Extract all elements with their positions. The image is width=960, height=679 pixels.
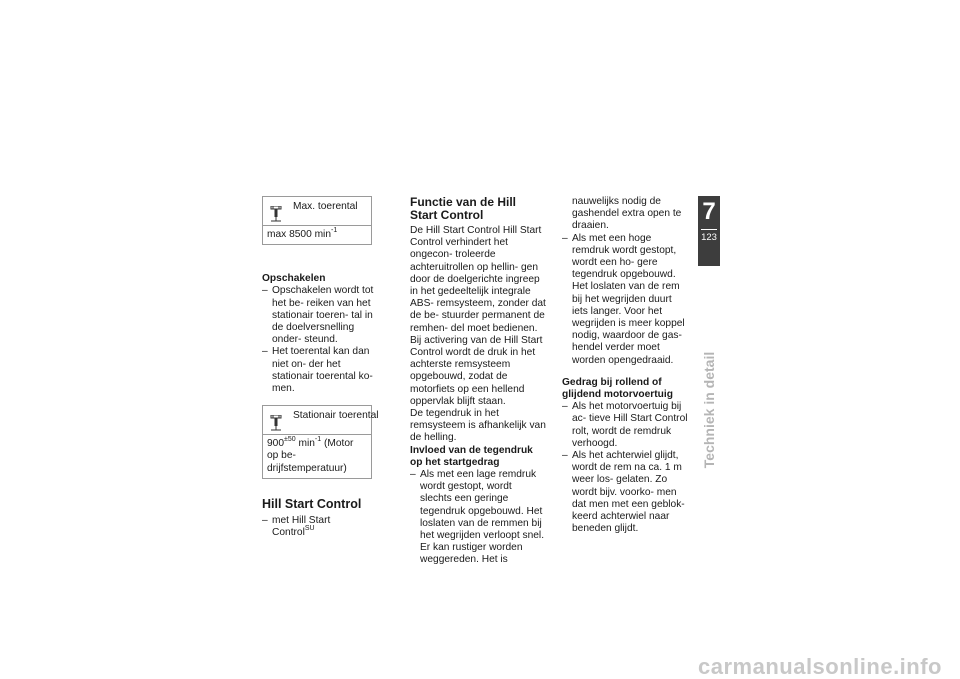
chapter-number: 7 bbox=[702, 198, 716, 225]
list-item: – Opschakelen wordt tot het be- reiken van het stationair toeren- tal in de doelversnelling onder- steund. bbox=[262, 285, 374, 346]
paragraph-continuation: nauwelijks nodig de gashendel extra open te draaien. bbox=[572, 196, 682, 232]
spec-label: Stationair toerental bbox=[293, 410, 379, 422]
option-code: SU bbox=[304, 524, 315, 532]
list-item: – Als het motorvoertuig bij ac- tieve Hill Start Control rolt, wordt de remdruk verhoogd. bbox=[562, 401, 690, 450]
spec-value-unit: min bbox=[295, 438, 315, 450]
spec-box-max-rpm bbox=[262, 196, 372, 245]
rollend-list bbox=[562, 401, 690, 535]
spec-value bbox=[263, 435, 371, 478]
heading-invloed: Invloed van de tegendruk op het startgedrag bbox=[410, 444, 533, 468]
spec-value-unit-exponent: -1 bbox=[314, 435, 322, 443]
page-number: 123 bbox=[701, 232, 717, 243]
heading-opschakelen: Opschakelen bbox=[262, 273, 326, 285]
invloed-list bbox=[410, 469, 546, 567]
hill-list bbox=[262, 515, 374, 539]
spec-value bbox=[263, 226, 371, 244]
chapter-title: Techniek in detail bbox=[700, 351, 717, 469]
spec-label: Max. toerental bbox=[293, 201, 358, 212]
list-item: – Als met een lage remdruk wordt gestopt, wordt slechts een geringe tegendruk opgebouwd. Het loslaten van de remmen bij het wegrijden verloopt snel. Er kan rustiger worden weggereden. Het is bbox=[410, 469, 546, 567]
spec-value-text: max 8500 min bbox=[267, 229, 331, 240]
list-item-text: met Hill Start Control bbox=[272, 514, 331, 539]
tegendruk-list bbox=[562, 233, 690, 367]
watermark: carmanualsonline.info bbox=[698, 653, 942, 679]
column-left bbox=[262, 196, 379, 539]
paragraph: De tegendruk in het remsysteem is afhankelijk van de helling. bbox=[410, 408, 546, 444]
heading-rollend: Gedrag bij rollend of glijdend motorvoertuig bbox=[562, 376, 673, 401]
list-item: – Als met een hoge remdruk wordt gestopt, wordt een ho- gere tegendruk opgebouwd. Het loslaten van de rem bij het wegrijden duurt iets langer. Voor het wegrijden is meer koppel nodig, waardoor de gas- hendel verder moet worden opengedraaid. bbox=[562, 233, 690, 367]
spec-value-number: 900 bbox=[267, 438, 284, 450]
spec-value-tolerance: ±50 bbox=[284, 435, 296, 443]
column-right bbox=[562, 196, 690, 535]
spec-value-note: (Motor op be- drijfstemperatuur) bbox=[267, 438, 354, 474]
spec-box-idle-rpm bbox=[262, 405, 379, 479]
heading-hill-start-control: Hill Start Control bbox=[262, 496, 362, 511]
column-middle bbox=[410, 196, 546, 567]
list-item: – Als het achterwiel glijdt, wordt de rem na ca. 1 m weer los- gelaten. Zo wordt bijv. voorko- men dat men met een geblok- keerd achterwiel naar beneden glijdt. bbox=[562, 450, 690, 535]
chapter-tab bbox=[698, 196, 720, 266]
spec-value-unit-exponent: -1 bbox=[331, 226, 338, 234]
list-item bbox=[262, 515, 374, 539]
heading-functie: Functie van de Hill Start Control bbox=[410, 195, 517, 222]
spec-box-header bbox=[263, 197, 371, 226]
spanner-icon bbox=[270, 206, 282, 222]
spanner-icon bbox=[270, 415, 282, 431]
list-item: – Het toerental kan dan niet on- der het stationair toerental ko- men. bbox=[262, 346, 374, 395]
spec-box-header bbox=[263, 406, 379, 435]
opschakelen-list bbox=[262, 285, 374, 395]
divider bbox=[701, 229, 717, 230]
paragraph: De Hill Start Control Hill Start Control verhindert het ongecon- troleerde achteruitrollen op hellin- gen door de doelgerichte ingreep in het gedeeltelijk integrale ABS- remsysteem, zonder dat de be- stuurder permanent de remhen- del moet bedienen. Bij activering van de Hill Start Control wordt de druk in het achterste remsysteem opgebouwd, zodat de motorfiets op een hellend oppervlak blijft staan. bbox=[410, 225, 546, 407]
